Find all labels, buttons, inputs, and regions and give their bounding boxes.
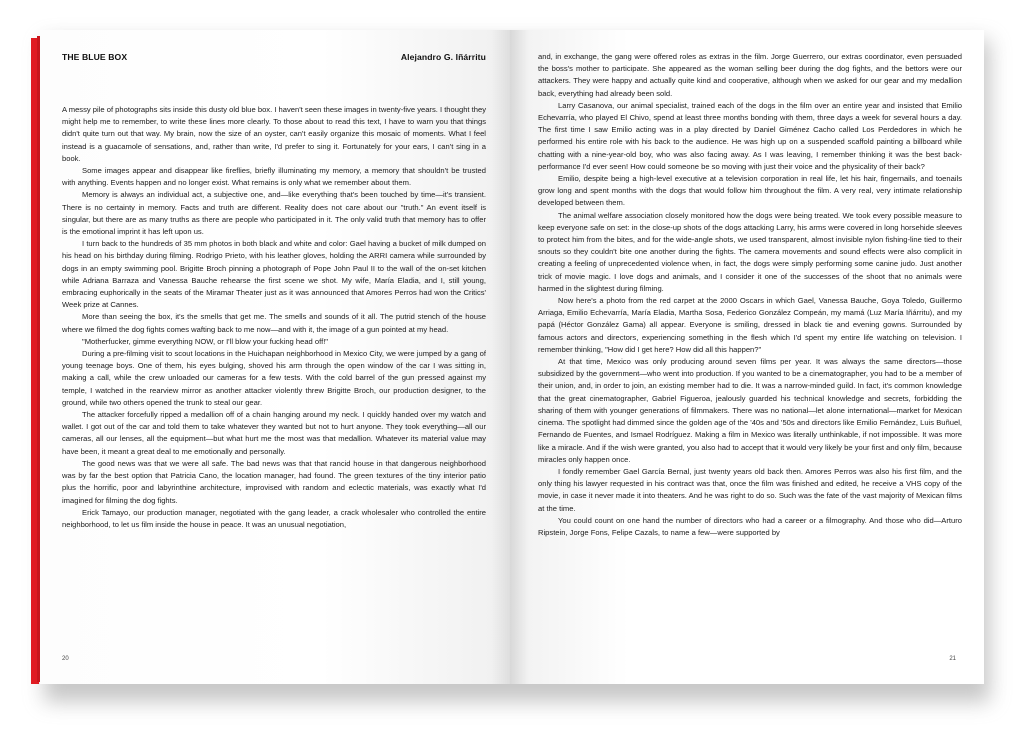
- paragraph: The good news was that we were all safe. The bad news was that that rancid house in that dangerous neighborhood was by far the best option that Patricia Cano, the location manager, had found. The green textures of the tiny interior patio plus the horrific, poor and labyrinthine architecture, improvised with random and eclectic materials, was exactly what I'd imagined for filming the dog fights.: [62, 458, 486, 505]
- paragraph: Now here's a photo from the red carpet at the 2000 Oscars in which Gael, Vanessa Bauche, Goya Toledo, Guillermo Arriaga, Emilio Echevarría, María Eladia, Martha Sosa, Federico González Compeán, my mamá (Luz María Iñárritu), and my papá (Héctor González Gama) all appear. Everyone is smiling, dressed in black tie and evening gowns. Surrounded by famous actors and directors, experiencing something in the flesh which I'd spent my entire life watching on television. I remember thinking, "How did I get here? How did all this happen?": [538, 296, 962, 354]
- paragraph: Erick Tamayo, our production manager, negotiated with the gang leader, a crack wholesaler who controlled the entire neighborhood, to let us film inside the house in peace. It was an unusual negotiation,: [62, 507, 486, 529]
- paragraph: The animal welfare association closely monitored how the dogs were being treated. We took every possible measure to keep everyone safe on set: in the close-up shots of the dogs attacking Larry, his arms were covered in long horsehide sleeves to protect him from the bites, and for the wide-angle shots, we used transparent, almost invisible nylon fishing-line tied to their snouts so they couldn't bite one another during the fights. The camera movements and sound effects were also complicit in creating a feeling of unprecedented violence when, in fact, the dogs were simply performing some canine judo. Just another trick of movie magic. I love dogs and animals, and I consider it one of the successes of the shoot that no animals were harmed in the slightest during filming.: [538, 210, 962, 293]
- left-page: [40, 30, 510, 684]
- page-number-right: 21: [949, 656, 956, 662]
- paragraph: I fondly remember Gael García Bernal, just twenty years old back then. Amores Perros was also his first film, and the only thing his lawyer requested in his contract was that, once the film was finished and edited, he receive a VHS copy of the movie, in case it never made it into theaters. And he was right to do so. Such was the fate of the vast majority of Mexican films at the time.: [538, 466, 962, 513]
- paragraph: The attacker forcefully ripped a medallion off of a chain hanging around my neck. I quickly handed over my watch and wallet. I got out of the car and told them to take whatever they wanted but not to hurt anyone. They took everything—all our cameras, all our lenses, all the equipment—but what hurt me the most was that medallion. Whatever its material value may have been, it meant a great deal to me emotionally and personally.: [62, 410, 486, 456]
- paragraph: Larry Casanova, our animal specialist, trained each of the dogs in the film over an entire year and insisted that Emilio Echevarría, who played El Chivo, spend at least three months bonding with them, three days a week for several hours a day. The first time I saw Emilio acting was in a play directed by Daniel Giménez Cacho called Los Perdedores in which he performed his entire role with his back to the audience. He was high up on a suspended scaffold painting a billboard while chatting with a nine-year-old boy, who was also facing away. As I was leaving, I remember thinking it was the best back-performance I'd ever seen! How could someone be so moving with just their voice and the physicality of their back?: [538, 100, 962, 171]
- paragraph: Emilio, despite being a high-level executive at a television corporation in real life, let his hair, fingernails, and toenails grow long and spent months with the dogs that would follow him throughout the film. A very real, very intimate relationship developed between them.: [538, 174, 962, 208]
- right-page: [510, 30, 984, 684]
- paragraph: A messy pile of photographs sits inside this dusty old blue box. I haven't seen these images in twenty-five years. I thought they might help me to remember, to write these lines more clearly. To those about to read this text, I have to warn you that things didn't quite turn out that way. My brain, now the size of an oyster, can't easily organize this mosaic of moments. What I feel instead is a guacamole of sensations, and, rather than write, I'd prefer to sing it. Fortunately for your ears, I can't sing in a book.: [62, 105, 486, 163]
- running-title: THE BLUE BOX: [62, 52, 128, 62]
- paragraph: and, in exchange, the gang were offered roles as extras in the film. Jorge Guerrero, our extras coordinator, even persuaded the boss's mother to participate. She appeared as the woman selling beer during the dog fights, and the bettors were our attackers. They were happy and actually quite kind and cooperative, although when we asked for our gear and my medallion back, everything had already been sold.: [538, 52, 962, 98]
- running-header: [62, 52, 486, 62]
- paragraph: Memory is always an individual act, a subjective one, and—like everything that's been touched by time—it's transient. There is no certainty in memory. Facts and truth are different. Reality does not care about our "truth." An event itself is singular, but there are as many truths as there are people who participated in it. The only valid truth that memory has to offer is the emotional imprint it has left upon us.: [62, 190, 486, 237]
- paragraph: You could count on one hand the number of directors who had a career or a filmography. And those who did—Arturo Ripstein, Jorge Fons, Felipe Cazals, to name a few—were supported by: [538, 515, 962, 537]
- author-name: Alejandro G. Iñárritu: [400, 52, 486, 62]
- paragraph: Some images appear and disappear like fireflies, briefly illuminating my memory, a memory that shouldn't be trusted with anything. Events happen and no longer exist. What remains is only what we remember about them.: [62, 166, 486, 188]
- paragraph: More than seeing the box, it's the smells that get me. The smells and sounds of it all. The putrid stench of the house where we filmed the dog fights comes wafting back to me now—and with it, the image of a gun pointed at my head.: [62, 312, 486, 334]
- paragraph: At that time, Mexico was only producing around seven films per year. It was always the same directors—those subsidized by the government—who went into production. If you wanted to be a cinematographer, you had to be a member of their union, and, in order to join, an existing member had to die. It was a narrow-minded guild. In fact, it's common knowledge that the great cinematographer, Gabriel Figueroa, jealously guarded his technical knowledge and secrets, forbidding the sharing of them with younger generations of filmmakers. There was no national—let alone international—market for Mexican cinema. The spotlight had dimmed since the golden age of the '40s and '50s and directors like Emilio Fernández, Luis Buñuel, Fernando de Fuentes, and Ismael Rodríguez. Making a film in Mexico was literally unthinkable, if not impossible. It was more like a miracle. And if the wish were granted, you also had to accept that it would very likely be your first and only film, because miracles only happen once.: [538, 357, 962, 464]
- paragraph: During a pre-filming visit to scout locations in the Huichapan neighborhood in Mexico City, we were jumped by a gang of young teenage boys. One of them, his eyes bulging, shoved his arm through the open window of the car I was sitting in, making a call, while the crew unloaded our cameras for a few tests. With the cold barrel of the gun pressed against my temple, I watched in the rearview mirror as another attacker violently threw Brigitte Broch, our production designer, to the ground, while two others opened the trunk to steal our gear.: [62, 349, 486, 407]
- paragraph: I turn back to the hundreds of 35 mm photos in both black and white and color: Gael having a bucket of milk dumped on his head on his birthday during filming. Rodrigo Prieto, with his leather gloves, holding the ARRI camera while surrounded by dogs in an empty swimming pool. Brigitte Broch pinning a photograph of Pope John Paul II to the wall of the on-set kitchen while Adriana Barraza and Vanessa Bauche rehearse the first scene we shot. My wife, María Eladia, and I, still young, embracing euphorically in the seats of the Miramar Theater just as it was announced that Amores Perros had won the Critics' Week prize at Cannes.: [62, 239, 486, 310]
- paragraph: "Motherfucker, gimme everything NOW, or I'll blow your fucking head off!": [82, 336, 329, 346]
- right-page-body: [538, 51, 962, 539]
- left-page-body: [62, 104, 486, 531]
- page-number-left: 20: [62, 656, 69, 662]
